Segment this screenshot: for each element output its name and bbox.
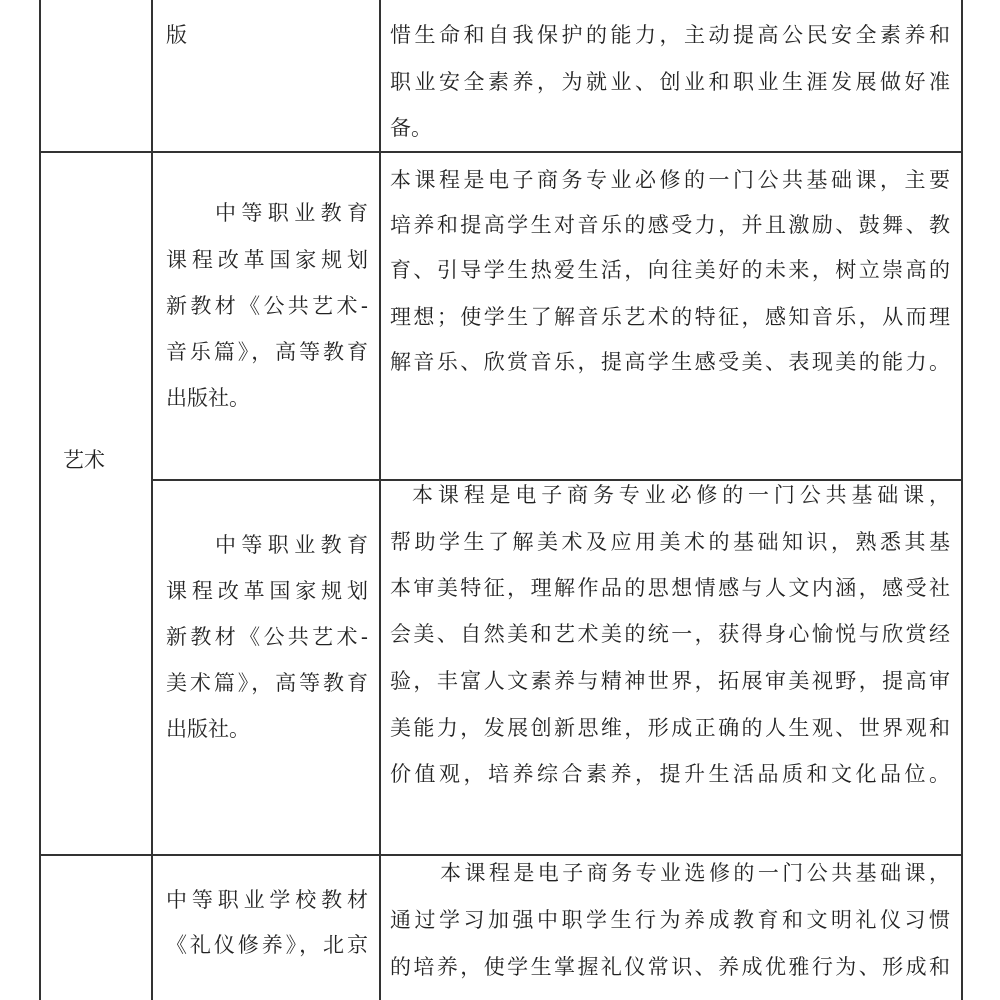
textbook-line: 中等职业教育 (215, 533, 368, 557)
description-line: 培养和提高学生对音乐的感受力，并且激励、鼓舞、教 (390, 213, 950, 237)
description-line: 备。 (390, 116, 432, 140)
textbook-line: 音乐篇》，高等教育 (166, 340, 368, 364)
description-line: 的培养，使学生掌握礼仪常识、养成优雅行为、形成和 (390, 955, 950, 979)
textbook-line: 《礼仪修养》，北京 (166, 933, 368, 957)
textbook-line: 出版社。 (166, 717, 250, 741)
textbook-line: 课程改革国家规划 (166, 579, 368, 603)
description-line: 惜生命和自我保护的能力，主动提高公民安全素养和 (390, 23, 950, 47)
description-line: 职业安全素养，为就业、创业和职业生涯发展做好准 (390, 70, 950, 94)
description-line: 本课程是电子商务专业必修的一门公共基础课，主要 (390, 168, 950, 192)
description-line: 本课程是电子商务专业选修的一门公共基础课， (440, 861, 950, 885)
description-line: 验，丰富人文素养与精神世界，拓展审美视野，提高审 (390, 669, 950, 693)
row-divider (39, 151, 963, 153)
description-line: 帮助学生了解美术及应用美术的基础知识，熟悉其基 (390, 530, 950, 554)
subject-label: 艺术 (63, 448, 105, 472)
description-line: 理想；使学生了解音乐艺术的特征，感知音乐，从而理 (390, 305, 950, 329)
description-line: 美能力，发展创新思维，形成正确的人生观、世界观和 (390, 716, 950, 740)
table-border-left (39, 0, 41, 1000)
row-divider (39, 854, 963, 856)
description-line: 本课程是电子商务专业必修的一门公共基础课， (412, 483, 950, 507)
description-line: 会美、自然美和艺术美的统一，获得身心愉悦与欣赏经 (390, 622, 950, 646)
textbook-line: 课程改革国家规划 (166, 248, 368, 272)
table-border-right (961, 0, 963, 1000)
textbook-line: 美术篇》，高等教育 (166, 671, 368, 695)
description-line: 解音乐、欣赏音乐，提高学生感受美、表现美的能力。 (390, 350, 950, 374)
textbook-line: 新教材《公共艺术- (166, 294, 368, 318)
table-column-divider (151, 0, 153, 1000)
description-line: 价值观，培养综合素养，提升生活品质和文化品位。 (390, 762, 950, 786)
textbook-line: 出版社。 (166, 386, 250, 410)
table-column-divider (379, 0, 381, 1000)
description-line: 通过学习加强中职学生行为养成教育和文明礼仪习惯 (390, 908, 950, 932)
description-line: 本审美特征，理解作品的思想情感与人文内涵，感受社 (390, 576, 950, 600)
textbook-cell-text: 版 (166, 23, 187, 47)
description-line: 育、引导学生热爱生活，向往美好的未来，树立崇高的 (390, 258, 950, 282)
textbook-line: 中等职业教育 (215, 201, 368, 225)
textbook-line: 中等职业学校教材 (166, 888, 368, 912)
textbook-line: 新教材《公共艺术- (166, 625, 368, 649)
